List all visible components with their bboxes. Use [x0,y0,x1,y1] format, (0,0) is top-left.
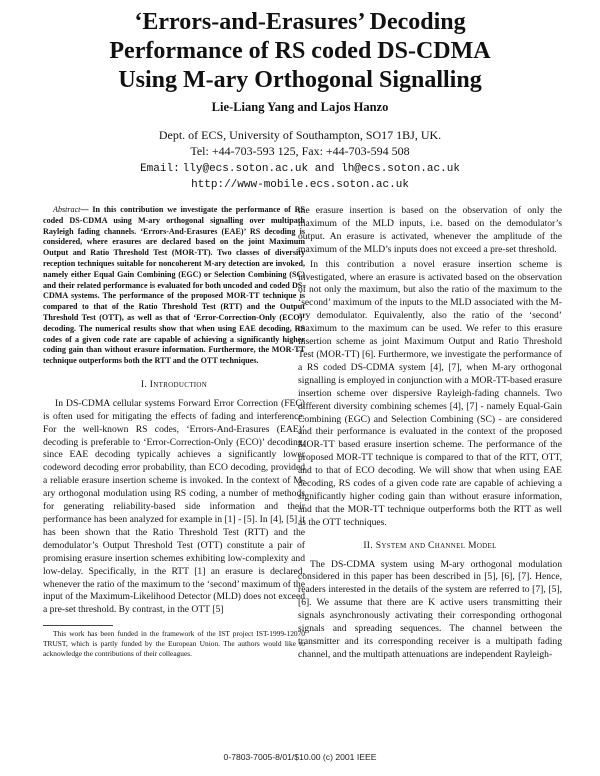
title-line-3: Using M-ary Orthogonal Signalling [118,67,482,93]
right-paragraph-1: the erasure insertion is based on the observation of only the maximum of the MLD inputs, i.e. based on the demodulator’s output. An erasure is activated, whenever the amplitude of the maximum of the MLD’s inputs does not exceed a pre-set threshold. [298,205,562,255]
intro-paragraph: In DS-CDMA cellular systems Forward Error Correction (FEC) is often used for mitigating the effects of fading and interference. For the well-known RS codes, ‘Errors-And-Erasures (EAE)’ decoding is preferable to ‘Error-Correction-Only (ECO)’ decoding, since EAE decoding typically achieves a significantly lower codeword decoding error probability, than ECO decoding, provided a reliable erasure insertion scheme is invoked. In the context of M-ary orthogonal modulation using RS coding, a number of methods for generating reliability-based side information and their performance has been analyzed for example in [1] - [5]. In [4], [5] it has been shown that the Ratio Threshold Test (RTT) and the demodulator’s Output Threshold Test (OTT) constitute a pair of promising erasure insertion schemes exhibiting low-complexity and low-delay. Specifically, in the RTT [1] an erasure is declared, whenever the ratio of the maximum to the ‘second’ maximum of the input of the Maximum-Likelihood Detector (MLD) does not exceed a pre-set threshold. By contrast, in the OTT [5] [43,397,305,616]
abstract-label: Abstract [53,205,81,214]
right-paragraph-2: In this contribution a novel erasure insertion scheme is investigated, where an erasure is activated based on the observation of not only the maximum, but also the ratio of the maximum to the ‘second’ maximum of the inputs to the MLD associated with the M-ary demodulator. Equivalently, also the ratio of the ‘second’ maximum to the maximum can be used. We refer to this erasure insertion scheme as joint Maximum Output and Ratio Threshold Test (MOR-TT) [6]. Furthermore, we investigate the performance of a RS coded DS-CDMA system [4], [7], when M-ary orthogonal signalling is employed in conjunction with a MOR-TT-based erasure insertion scheme over dispersive Rayleigh-fading channels. Two different diversity combining schemes [4], [7] - namely Equal-Gain Combining (EGC) and Selection Combining (SC) - are considered and their performance is evaluated in the context of the proposed MOR-TT based erasure insertion scheme. The performance of the proposed MOR-TT technique is compared to that of the RTT, OTT, and to that of ECO decoding. We will show that when using EAE decoding, RS codes of a given code rate are capable of achieving a significantly higher coding gain than without erasure information, and that the MOR-TT technique outperforms both the RTT as well as the OTT techniques. [298,258,562,528]
section-heading-system-model: II. System and Channel Model [363,539,497,551]
abstract [43,205,305,367]
email-addresses[interactable]: lly@ecs.soton.ac.uk and lh@ecs.soton.ac.uk [182,163,460,175]
right-column [298,205,562,662]
contact-phone-fax: Tel: +44-703-593 125, Fax: +44-703-594 508 [190,144,410,158]
affiliation: Dept. of ECS, University of Southampton, SO17 1BJ, UK. [158,128,442,142]
authors: Lie-Liang Yang and Lajos Hanzo [211,100,389,114]
left-column [43,205,305,659]
ieee-copyright-footer: 0-7803-7005-8/01/$10.00 (c) 2001 IEEE [223,752,377,762]
email-label: Email: [140,163,180,175]
affiliation-block [0,127,600,193]
email-line [0,159,600,177]
paper-title [0,8,600,95]
title-line-2: Performance of RS coded DS-CDMA [109,38,491,64]
funding-footnote: This work has been funded in the framework of the IST project IST-1999-12070 TRUST, which is partly funded by the European Union. The authors would like to acknowledge the contributions of their colleagues. [43,629,305,658]
footnote-divider [43,625,113,626]
section-heading-introduction: I. Introduction [140,378,208,390]
title-line-1: ‘Errors-and-Erasures’ Decoding [134,9,466,35]
right-paragraph-3: The DS-CDMA system using M-ary orthogonal modulation considered in this paper has been described in [5], [6], [7]. Hence, readers interested in the details of the system are referred to [7], [5], [6]. We assume that there are K active users transmitting their signals asynchronously activating their corresponding orthogonal signals and spreading sequences. The channel between the transmitter and its corresponding receiver is a multipath fading channel, and the multipath attenuations are independent Rayleigh- [298,558,562,660]
abstract-text: — In this contribution we investigate the performance of RS coded DS-CDMA using M-ary orthogonal signalling over multipath Rayleigh fading channels. ‘Errors-And-Erasures (EAE)’ RS decoding is considered, where erasures are declared based on the joint Maximum Output and Ratio Threshold Test (MOR-TT). Two classes of diversity reception techniques suitable for noncoherent M-ary detection are invoked, namely either Equal Gain Combining (EGC) or Selection Combining (SC) and their related performance is evaluated for both uncoded and coded DS-CDMA systems. The performance of the proposed MOR-TT technique is compared to that of the Ratio Threshold Test (RTT) and the Output Threshold Test (OTT), as well as that of ‘Error-Correction-Only (ECO)’ decoding. The numerical results show that when using EAE decoding, RS codes of a given code rate are capable of achieving a significantly higher coding gain than without erasure information. Furthermore, the MOR-TT technique outperforms both the RTT and the OTT techniques. [43,205,305,366]
website-url[interactable]: http://www-mobile.ecs.soton.ac.uk [191,179,409,191]
